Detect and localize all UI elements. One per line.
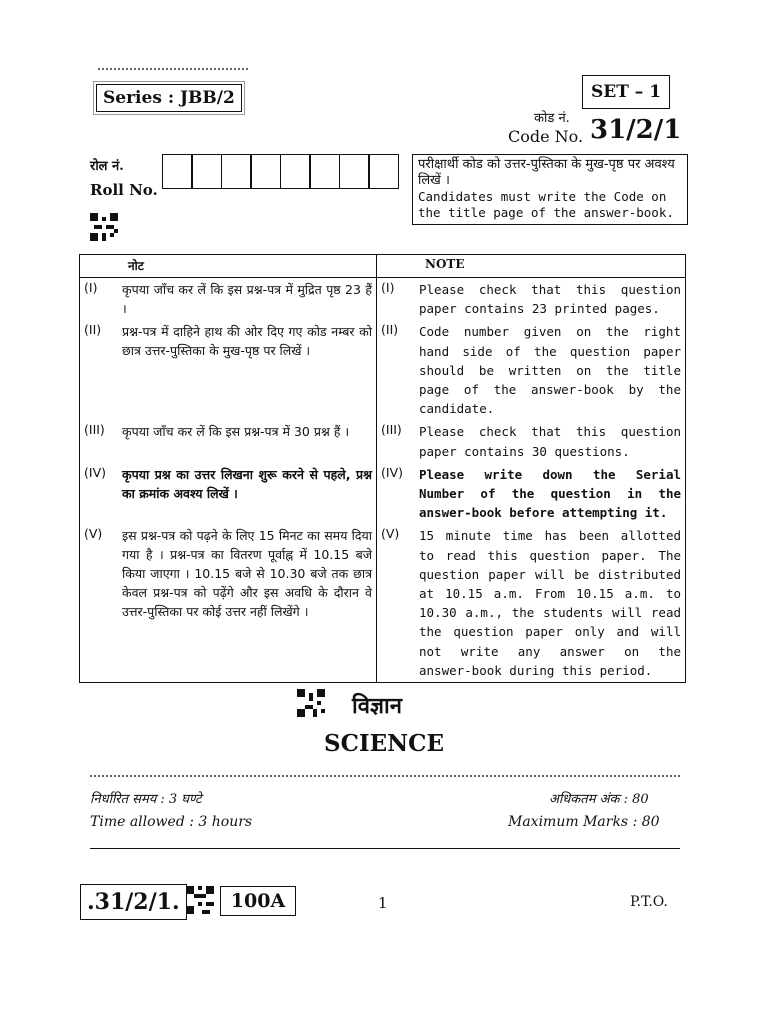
roll-label-english: Roll No. xyxy=(90,181,158,199)
instruction-hindi: परीक्षार्थी कोड को उत्तर-पुस्तिका के मुख-पृष्ठ पर अवश्य लिखें । xyxy=(418,157,675,188)
page-number: 1 xyxy=(378,894,388,912)
subject-hindi: विज्ञान xyxy=(352,694,402,719)
note-english: Please check that this question paper contains 30 questions. xyxy=(419,424,681,459)
subject-dotted-rule xyxy=(90,775,680,777)
roll-digit-box[interactable] xyxy=(191,154,222,189)
qr-code-icon xyxy=(186,884,214,916)
roll-digit-box[interactable] xyxy=(162,154,193,189)
note-number: (I) xyxy=(84,280,98,295)
note-hindi: कृपया जाँच कर लें कि इस प्रश्न-पत्र में 30 प्रश्न हैं । xyxy=(118,420,377,462)
notes-table xyxy=(79,254,686,683)
series-label: Series : JBB/2 xyxy=(96,84,242,112)
note-row xyxy=(80,320,686,420)
footer-box-label: 100A xyxy=(220,886,296,916)
notes-header-row xyxy=(80,255,686,278)
note-row xyxy=(80,463,686,525)
top-dotted-rule xyxy=(98,68,248,70)
note-hindi: कृपया प्रश्न का उत्तर लिखना शुरू करने से पहले, प्रश्न का क्रमांक अवश्य लिखें । xyxy=(118,463,377,525)
qr-code-icon xyxy=(297,688,325,718)
code-number: 31/2/1 xyxy=(590,115,682,145)
max-marks-hindi: अधिकतम अंक : 80 xyxy=(549,792,649,807)
max-marks-english: Maximum Marks : 80 xyxy=(508,814,660,830)
note-number: (V) xyxy=(84,526,103,542)
note-number: (V) xyxy=(381,526,400,542)
pto-label: P.T.O. xyxy=(630,894,668,910)
roll-digit-box[interactable] xyxy=(280,154,311,189)
note-number: (IV) xyxy=(381,464,403,480)
note-number: (II) xyxy=(84,322,102,338)
note-hindi: कृपया जाँच कर लें कि इस प्रश्न-पत्र में मुद्रित पृष्ठ 23 हैं । xyxy=(118,278,377,321)
roll-label-hindi: रोल नं. xyxy=(90,159,124,174)
note-hindi: प्रश्न-पत्र में दाहिने हाथ की ओर दिए गए कोड नम्बर को छात्र उत्तर-पुस्तिका के मुख-पृष्ठ पर लिखें । xyxy=(118,320,377,420)
note-number: (III) xyxy=(381,422,402,438)
roll-digit-box[interactable] xyxy=(368,154,399,189)
time-allowed-english: Time allowed : 3 hours xyxy=(90,814,253,830)
note-english: 15 minute time has been allotted to read this question paper. The question paper will be distributed at 10.15 a.m. From 10.15 a.m. to 10.30 a.m., the students will read the question paper only and will not write any answer on the answer-book during this period. xyxy=(419,528,681,678)
roll-digit-box[interactable] xyxy=(250,154,281,189)
note-english: Please check that this question paper contains 23 printed pages. xyxy=(419,282,681,317)
roll-number-boxes[interactable] xyxy=(163,154,399,189)
note-number: (III) xyxy=(84,422,105,438)
note-row xyxy=(80,420,686,462)
note-hindi: इस प्रश्न-पत्र को पढ़ने के लिए 15 मिनट का समय दिया गया है । प्रश्न-पत्र का वितरण पूर्वाह्न में 10.15 बजे किया जाएगा । 10.15 बजे से 10.30 बजे तक छात्र केवल प्रश्न-पत्र को पढ़ेंगे और इस अवधि के दौरान वे उत्तर-पुस्तिका पर कोई उत्तर नहीं लिखेंगे । xyxy=(118,524,377,682)
code-label-english: Code No. xyxy=(508,127,584,146)
footer-rule xyxy=(90,848,680,849)
notes-header-english: NOTE xyxy=(377,255,686,278)
qr-code-icon xyxy=(90,212,118,242)
set-label: SET – 1 xyxy=(582,75,670,109)
note-english: Please write down the Serial Number of the question in the answer-book before attempting it. xyxy=(419,466,681,521)
instruction-english: Candidates must write the Code on the title page of the answer-book. xyxy=(418,189,674,220)
footer-code: .31/2/1. xyxy=(80,884,187,920)
code-instruction-box xyxy=(412,154,688,225)
note-number: (I) xyxy=(381,280,395,295)
roll-digit-box[interactable] xyxy=(309,154,340,189)
subject-english: SCIENCE xyxy=(323,730,445,757)
code-label-hindi: कोड नं. xyxy=(534,111,570,126)
note-number: (IV) xyxy=(84,464,106,480)
time-allowed-hindi: निर्धारित समय : 3 घण्टे xyxy=(90,792,202,807)
note-english: Code number given on the right hand side of the question paper should be written on the title page of the answer-book by the candidate. xyxy=(419,324,681,417)
note-row xyxy=(80,524,686,682)
roll-digit-box[interactable] xyxy=(339,154,370,189)
roll-digit-box[interactable] xyxy=(221,154,252,189)
note-row xyxy=(80,278,686,321)
note-number: (II) xyxy=(381,322,399,338)
notes-header-hindi: नोट xyxy=(80,255,377,278)
